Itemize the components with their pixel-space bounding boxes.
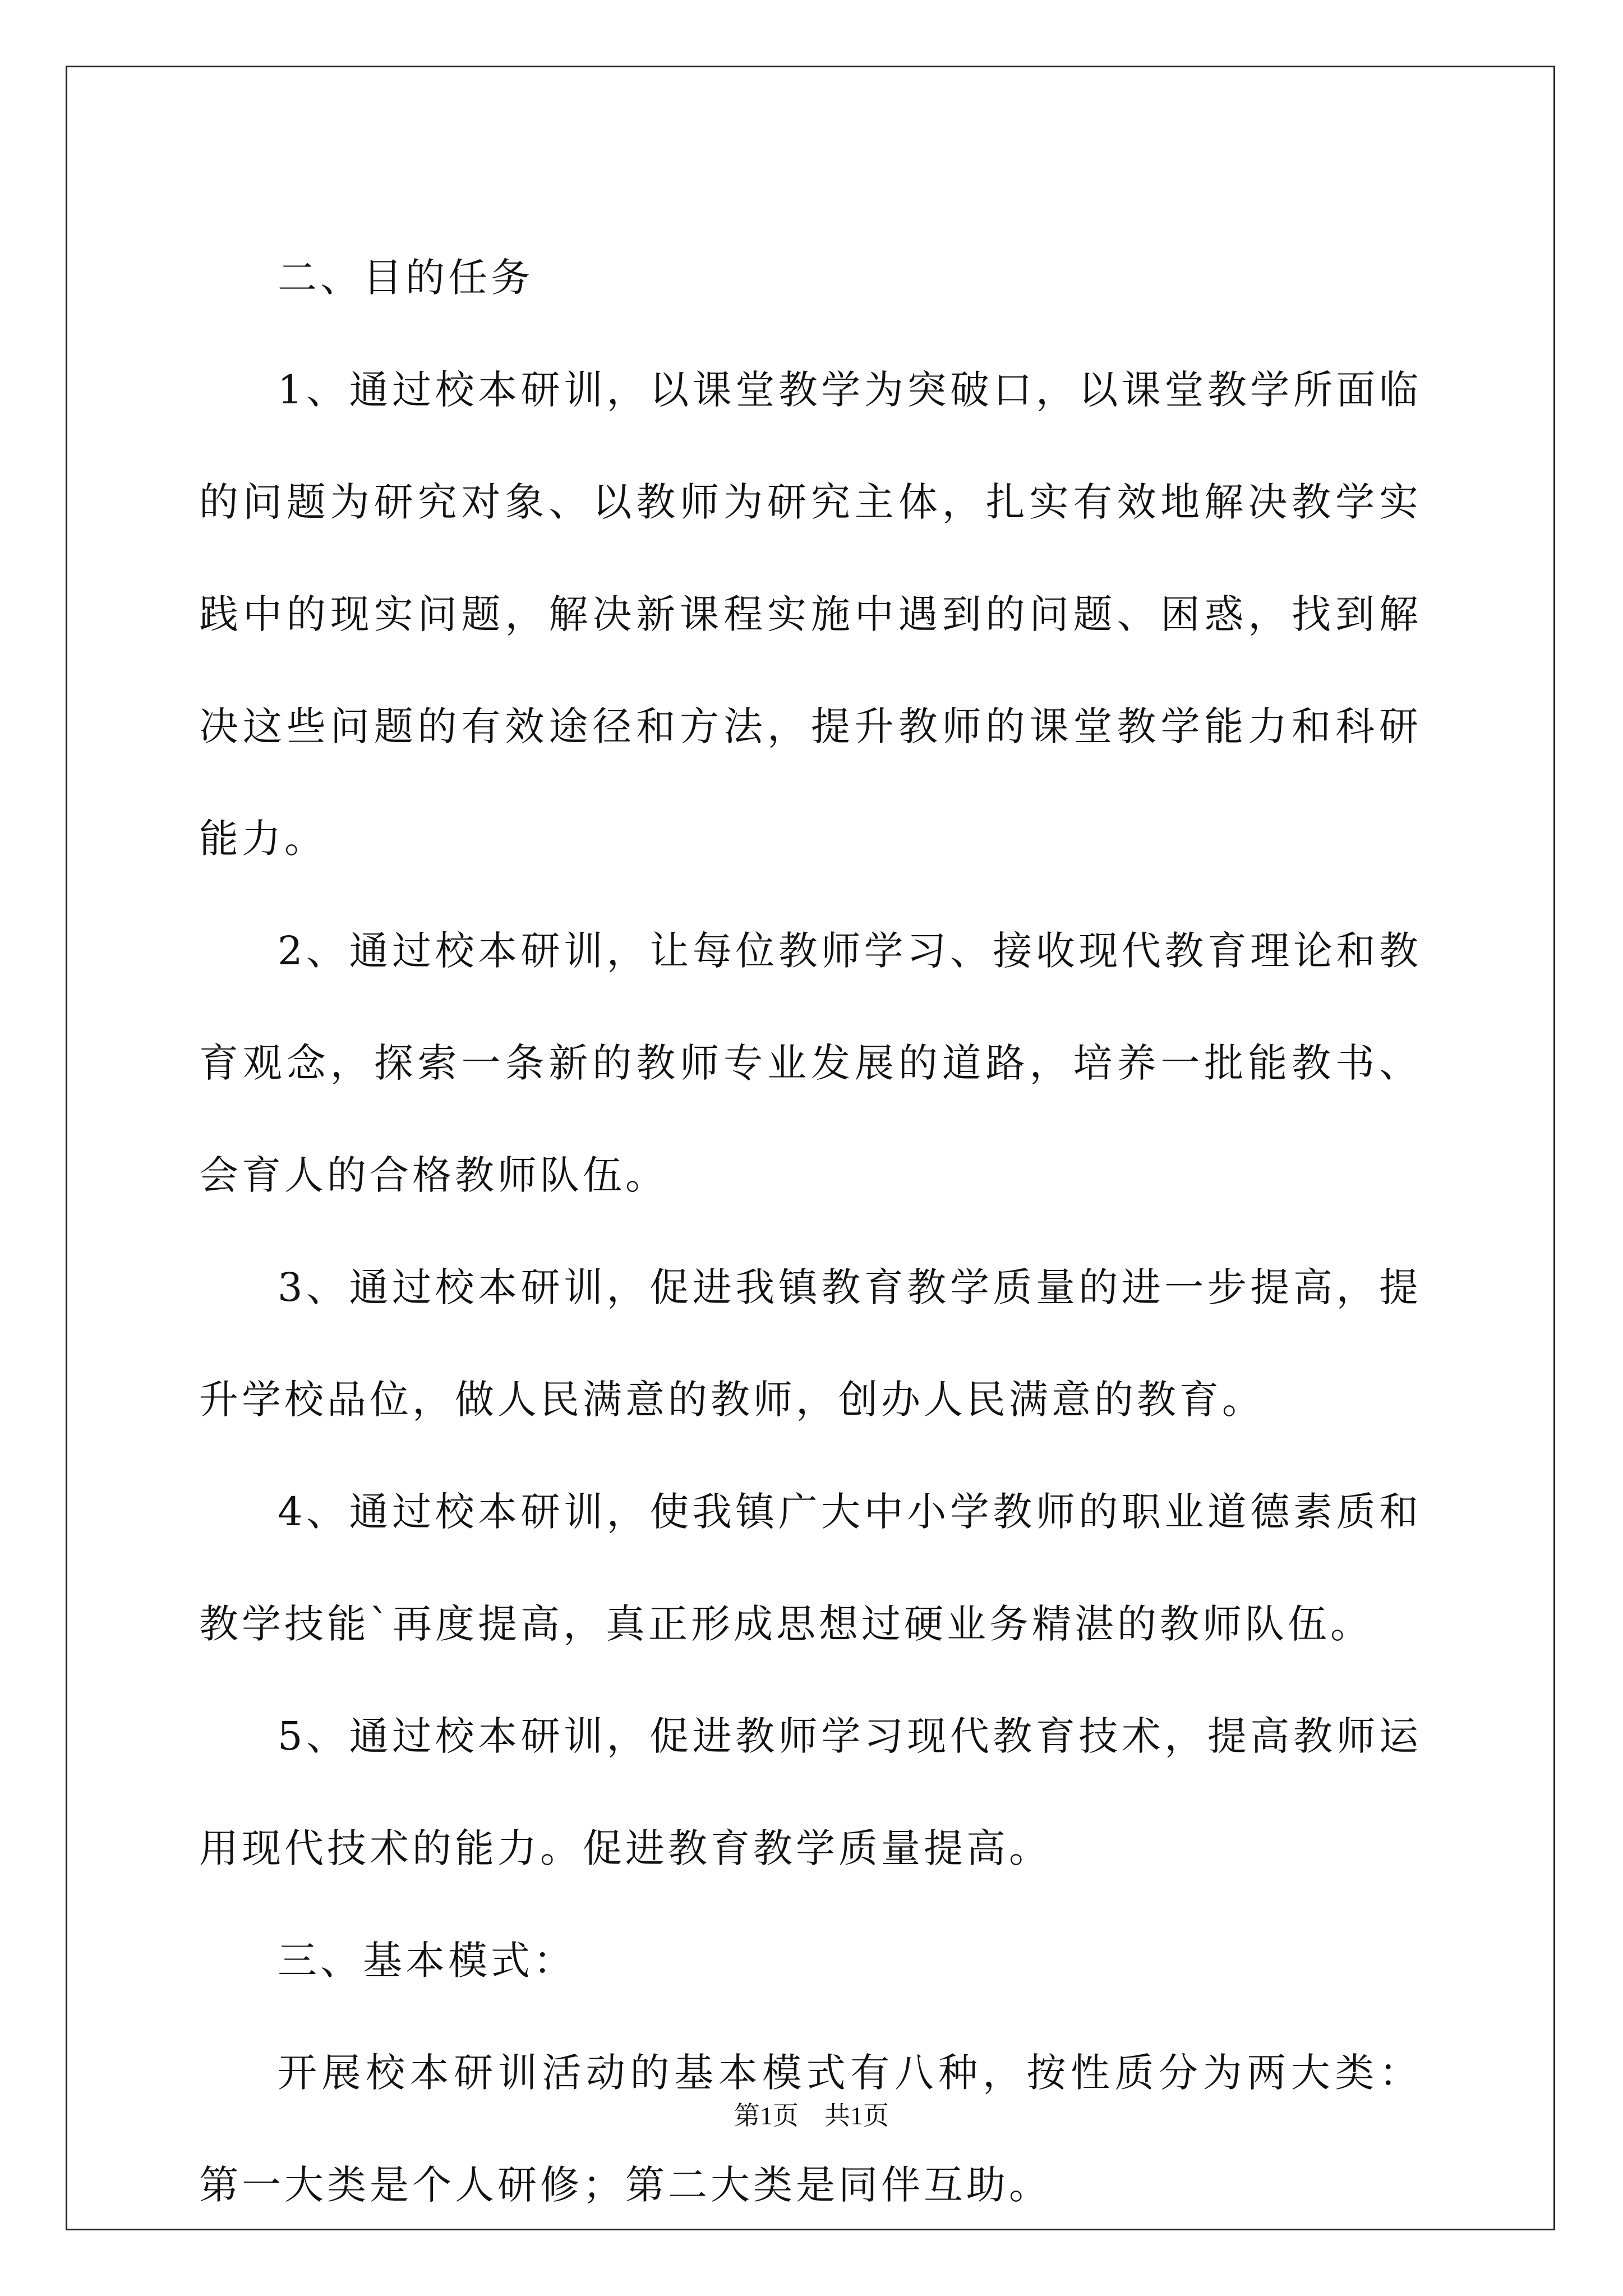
section-heading-basic-mode: 三、基本模式： — [278, 1938, 576, 1984]
document-body — [199, 222, 1422, 2241]
paragraph-basic-mode: 开展校本研训活动的基本模式有八种，按性质分为两大类：第一大类是个人研修；第二大类是同伴互助。 — [199, 2050, 1422, 2208]
paragraph-item-5: 5、通过校本研训，促进教师学习现代教育技术，提高教师运用现代技术的能力。促进教育教学质量提高。 — [199, 1713, 1422, 1871]
section-heading-objectives: 二、目的任务 — [278, 255, 533, 301]
page-footer: 第1页 共1页 — [734, 2101, 889, 2130]
paragraph-item-2: 2、通过校本研训，让每位教师学习、接收现代教育理论和教育观念，探索一条新的教师专业发展的道路，培养一批能教书、会育人的合格教师队伍。 — [199, 928, 1422, 1198]
paragraph-item-3: 3、通过校本研训，促进我镇教育教学质量的进一步提高，提升学校品位，做人民满意的教师，创办人民满意的教育。 — [199, 1264, 1422, 1423]
paragraph-item-1: 1、通过校本研训，以课堂教学为突破口，以课堂教学所面临的问题为研究对象、以教师为研究主体，扎实有效地解决教学实践中的现实问题，解决新课程实施中遇到的问题、困惑，找到解决这些问题的有效途径和方法，提升教师的课堂教学能力和科研能力。 — [199, 367, 1422, 862]
paragraph-item-4: 4、通过校本研训，使我镇广大中小学教师的职业道德素质和教学技能`再度提高，真正形成思想过硬业务精湛的教师队伍。 — [199, 1489, 1422, 1647]
